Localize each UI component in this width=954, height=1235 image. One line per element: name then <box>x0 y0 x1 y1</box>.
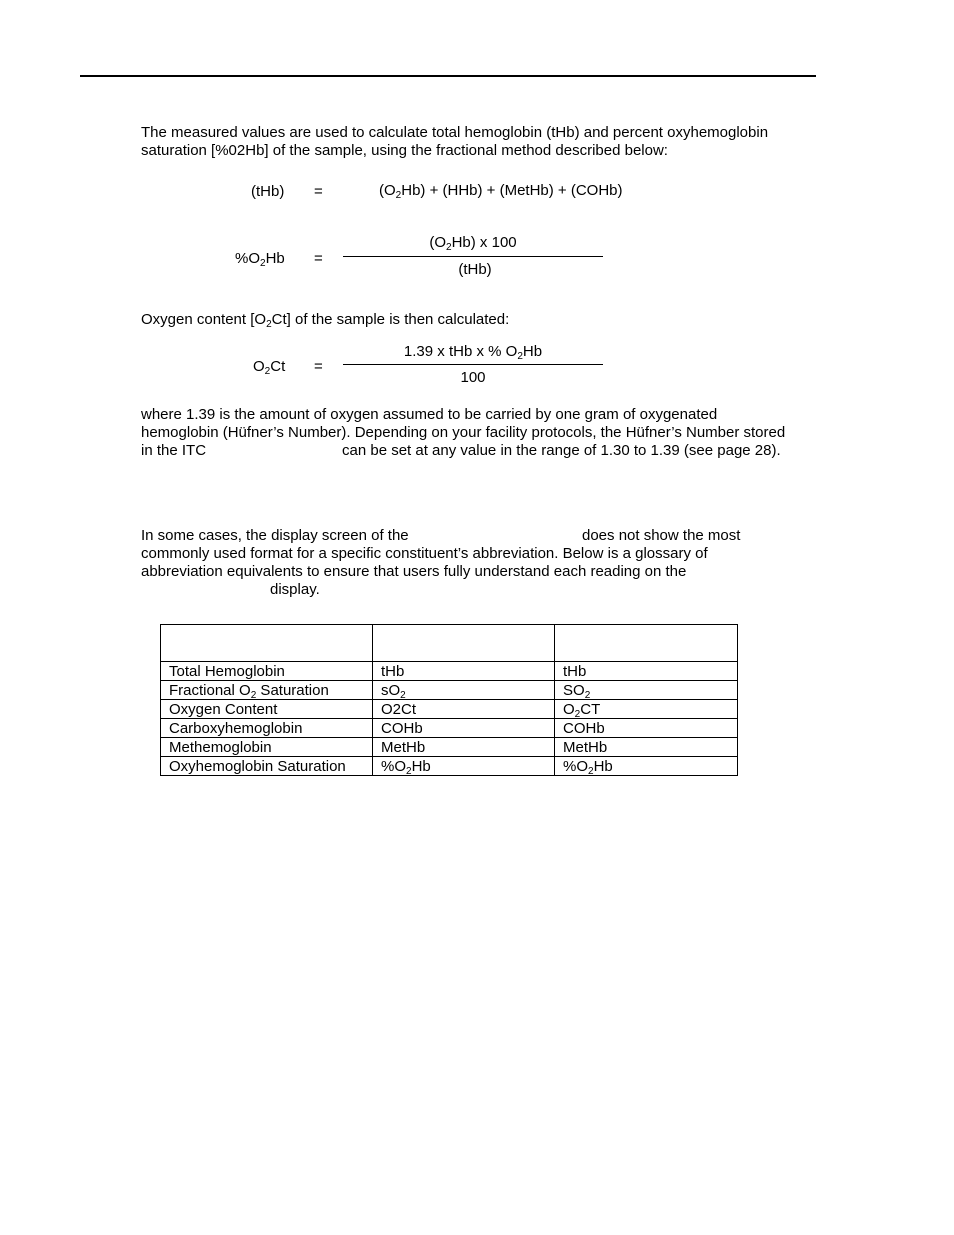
device-abbrev-cell: $\%O_2Hb$ <box>373 757 555 776</box>
common-abbrev-cell: $\%O_2Hb$ <box>555 757 738 776</box>
eq3-lhs: $O_2Ct$ <box>253 358 286 377</box>
common-abbrev-cell: $O_2CT$ <box>555 700 738 719</box>
eq2-denominator: (tHb) <box>458 261 492 278</box>
glossary-line-1b: does not show the most <box>582 527 741 544</box>
glossary-line-3: abbreviation equivalents to ensure that users fully understand each reading on the <box>141 563 687 580</box>
device-abbrev-cell: tHb <box>373 662 555 681</box>
eq2-numerator: $(O_2Hb)$ x 100 <box>429 234 517 253</box>
table-row <box>161 681 738 700</box>
intro-line-1: The measured values are used to calculate total hemoglobin (tHb) and percent oxyhemoglobin <box>141 124 769 141</box>
glossary-line-1a: In some cases, the display screen of the <box>141 527 409 544</box>
table-row <box>161 662 738 681</box>
glossary-line-2: commonly used format for a specific constituent’s abbreviation. Below is a glossary of <box>141 545 708 562</box>
header-cell <box>161 625 373 662</box>
device-abbrev-cell: $sO_2$ <box>373 681 555 700</box>
eq2-lhs: $\%O_2Hb$ <box>235 250 285 269</box>
glossary-line-4: display. <box>270 581 320 598</box>
constituent-cell: Total Hemoglobin <box>161 662 373 681</box>
device-abbrev-cell: MetHb <box>373 738 555 757</box>
eq3-denominator: 100 <box>460 369 486 386</box>
constituent-cell: Oxyhemoglobin Saturation <box>161 757 373 776</box>
eq1-lhs: (tHb) <box>251 183 285 200</box>
eq1-equals: = <box>314 183 323 200</box>
common-abbrev-cell: COHb <box>555 719 738 738</box>
abbreviation-table <box>160 624 738 776</box>
constituent-cell: Carboxyhemoglobin <box>161 719 373 738</box>
eq3-numerator: 1.39 x tHb x % $O_2Hb$ <box>403 343 543 362</box>
constituent-cell: Methemoglobin <box>161 738 373 757</box>
eq2-equals: = <box>314 250 323 267</box>
intro-line-2: saturation [%02Hb] of the sample, using the fractional method described below: <box>141 142 668 159</box>
table-row <box>161 719 738 738</box>
table-row <box>161 757 738 776</box>
common-abbrev-cell: $SO_2$ <box>555 681 738 700</box>
constituent-cell: Oxygen Content <box>161 700 373 719</box>
intro-paragraph <box>141 124 821 160</box>
oxygen-content-intro: Oxygen content $[O_2Ct]$ of the sample is then calculated: <box>141 311 510 330</box>
device-abbrev-cell: O2Ct <box>373 700 555 719</box>
eq3-fraction-bar <box>343 364 603 365</box>
constituent-cell: Fractional $O_2$ Saturation <box>161 681 373 700</box>
header-cell <box>555 625 738 662</box>
hufner-line-3a: in the ITC <box>141 442 207 459</box>
eq3-equals: = <box>314 358 323 375</box>
eq1-rhs: $(O_2Hb) + (HHb)$ + (MetHb) + (COHb) <box>379 182 623 201</box>
common-abbrev-cell: tHb <box>555 662 738 681</box>
table-row <box>161 700 738 719</box>
hufner-line-2: hemoglobin (Hüfner’s Number). Depending on your facility protocols, the Hüfner’s Number stored <box>141 424 786 441</box>
header-cell <box>373 625 555 662</box>
hufner-line-3b: can be set at any value in the range of 1.30 to 1.39 (see page 28). <box>342 442 781 459</box>
header-rule <box>80 75 816 77</box>
table-header-row <box>161 625 738 662</box>
device-abbrev-cell: COHb <box>373 719 555 738</box>
table-row <box>161 738 738 757</box>
eq2-fraction-bar <box>343 256 603 257</box>
hufner-line-1: where 1.39 is the amount of oxygen assumed to be carried by one gram of oxygenated <box>141 406 718 423</box>
common-abbrev-cell: MetHb <box>555 738 738 757</box>
